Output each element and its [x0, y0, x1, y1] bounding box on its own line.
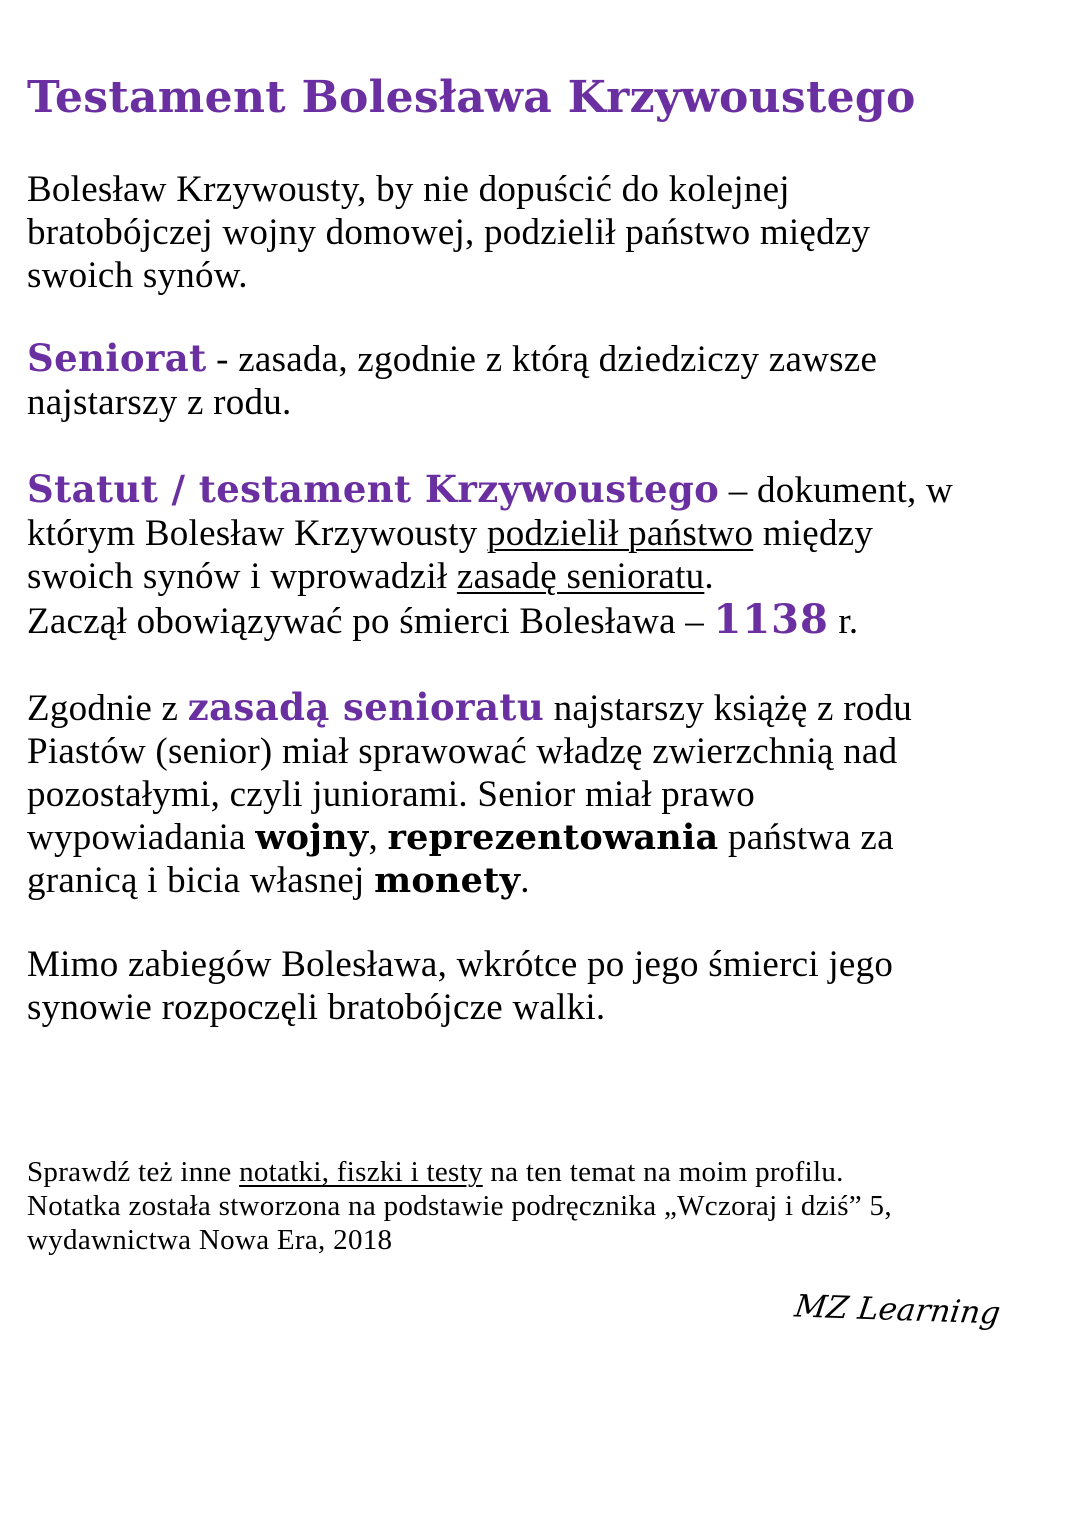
bold-word: wojny	[255, 817, 369, 858]
footer-note	[27, 1155, 1067, 1257]
intro-line: Bolesław Krzywousty, by nie dopuścić do kolejnej	[27, 169, 790, 210]
paragraph-text: ,	[368, 817, 388, 858]
statut-term: Statut / testament Krzywoustego	[27, 467, 720, 511]
page-title: Testament Bolesława Krzywoustego	[27, 72, 916, 123]
paragraph-text: granicą i bicia własnej	[27, 860, 375, 901]
bold-word: reprezentowania	[387, 817, 719, 858]
underlined-phrase: zasadę senioratu	[456, 556, 705, 597]
paragraph-text: najstarszy książę z rodu	[544, 688, 913, 729]
zasada-term: zasadą senioratu	[187, 685, 545, 729]
seniorat-rule-paragraph	[27, 686, 1057, 902]
paragraph-text: państwa za	[718, 817, 894, 858]
definition-text: - zasada, zgodnie z którą dziedziczy zawsze	[206, 339, 878, 380]
definition-text: r.	[828, 601, 859, 642]
seniorat-definition	[27, 337, 1057, 424]
paragraph-text: .	[520, 860, 530, 901]
paragraph-text: Mimo zabiegów Bolesława, wkrótce po jego śmierci jego	[27, 944, 894, 985]
bold-word: monety	[374, 860, 521, 901]
paragraph-text: Zgodnie z	[27, 688, 188, 729]
definition-text: między	[753, 513, 874, 554]
seniorat-term: Seniorat	[27, 336, 207, 380]
year-highlight: 1138	[713, 596, 829, 643]
definition-text: najstarszy z rodu.	[27, 382, 292, 423]
intro-paragraph	[27, 168, 1057, 297]
definition-text: – dokument, w	[719, 470, 953, 511]
statut-definition	[27, 468, 1057, 643]
definition-text: swoich synów i wprowadził	[27, 556, 457, 597]
conclusion-paragraph	[27, 943, 1057, 1029]
intro-line: swoich synów.	[27, 255, 248, 296]
footer-text: na ten temat na moim profilu.	[482, 1156, 844, 1188]
intro-line: bratobójczej wojny domowej, podzielił państwo między	[27, 212, 871, 253]
paragraph-text: pozostałymi, czyli juniorami. Senior miał prawo	[27, 774, 755, 815]
footer-text: wydawnictwa Nowa Era, 2018	[27, 1224, 393, 1256]
author-signature: MZ Learning	[792, 1288, 1003, 1332]
definition-text: .	[704, 556, 714, 597]
profile-link[interactable]: notatki, fiszki i testy	[239, 1156, 483, 1188]
definition-text: Zaczął obowiązywać po śmierci Bolesława –	[27, 601, 714, 642]
footer-text: Notatka została stworzona na podstawie podręcznika „Wczoraj i dziś” 5,	[27, 1190, 892, 1222]
underlined-phrase: podzielił państwo	[486, 513, 754, 554]
definition-text: którym Bolesław Krzywousty	[27, 513, 487, 554]
footer-text: Sprawdź też inne	[27, 1156, 240, 1188]
paragraph-text: synowie rozpoczęli bratobójcze walki.	[27, 987, 606, 1028]
paragraph-text: wypowiadania	[27, 817, 256, 858]
paragraph-text: Piastów (senior) miał sprawować władzę zwierzchnią nad	[27, 731, 898, 772]
